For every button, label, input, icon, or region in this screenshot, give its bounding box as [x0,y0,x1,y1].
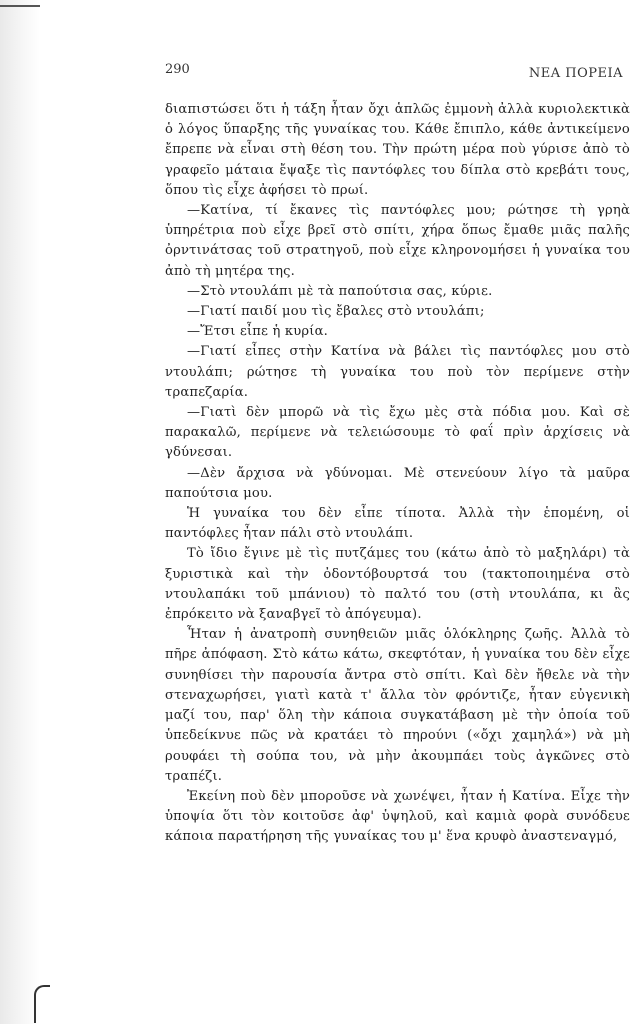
body-text [165,100,630,848]
paragraph: —Κατίνα, τί ἔκανες τὶς παντόφλες μου; ρώτησε τὴ γρηὰ ὑπηρέτρια ποὺ εἶχε βρεῖ στὸ σπίτι, χήρα ὅπως ἔμαθε μιᾶς παλῆς ὀρντινάτσας τοῦ στρατηγοῦ, ποὺ εἶχε κληρονομήσει ἡ γυναίκα του ἀπὸ τὴ μητέρα της. [165,203,630,279]
scan-edge-line [0,5,40,7]
paragraph: Ἦταν ἡ ἀνατροπὴ συνηθειῶν μιᾶς ὁλόκληρης ζωῆς. Ἀλλὰ τὸ πῆρε ἀπόφαση. Στὸ κάτω κάτω, σκεφτόταν, ἡ γυναίκα του δὲν εἶχε συνηθίσει τὴν παρουσία ἄντρα στὸ σπίτι. Καὶ δὲν ἤθελε νὰ τὴν στεναχωρήσει, γιατὶ κατὰ τ' ἄλλα τὸν φρόντιζε, ἦταν εὐγενικὴ μαζί του, παρ' ὅλη τὴν κάποια συγκατάβαση μὲ τὴν ὁποία τοῦ ὑπεδείκνυε πῶς νὰ κρατάει τὸ πηρούνι («ὄχι χαμηλά») νὰ μὴ ρουφάει τὴ σούπα του, νὰ μὴν ἀκουμπάει τοὺς ἀγκῶνες στὸ τραπέζι. [165,627,630,784]
paragraph: —Γιατί εἶπες στὴν Κατίνα νὰ βάλει τὶς παντόφλες μου στὸ ντουλάπι; ρώτησε τὴ γυναίκα του ποὺ τὸν περίμενε στὴν τραπεζαρία. [165,344,630,400]
paragraph: —Ἔτσι εἶπε ἡ κυρία. [187,324,329,340]
paragraph: διαπιστώσει ὅτι ἡ τάξη ἦταν ὄχι ἁπλῶς ἐμμονὴ ἀλλὰ κυριολεκτικὰ ὁ λόγος ὕπαρξης τῆς γυναίκας του. Κάθε ἔπιπλο, κάθε ἀντικείμενο ἔπρεπε νὰ εἶναι στὴ θέση του. Τὴν πρώτη μέρα ποὺ γύρισε ἀπὸ τὸ γραφεῖο μάταια ἔψαξε τὶς παντόφλες του δίπλα στὸ κρεβάτι τους, ὅπου τὶς εἶχε ἀφήσει τὸ πρωί. [165,102,630,198]
paragraph: Ἐκείνη ποὺ δὲν μποροῦσε νὰ χωνέψει, ἦταν ἡ Κατίνα. Εἶχε τὴν ὑποψία ὅτι τὸν κοιτοῦσε ἀφ' ὑψηλοῦ, καὶ καμιὰ φορὰ συνόδευε κάποια παρατήρηση τῆς γυναίκας του μ' ἕνα κρυφὸ ἀναστεναγμό, [165,788,630,845]
paragraph: Ἡ γυναίκα του δὲν εἶπε τίποτα. Ἀλλὰ τὴν ἑπομένη, οἱ παντόφλες ἦταν πάλι στὸ ντουλάπι. [165,506,630,542]
paragraph: —Γιατί παιδί μου τὶς ἔβαλες στὸ ντουλάπι; [187,304,485,320]
page-gutter-shadow [0,0,40,1024]
paragraph: Τὸ ἴδιο ἔγινε μὲ τὶς πυτζάμες του (κάτω ἀπὸ τὸ μαξηλάρι) τὰ ξυριστικὰ καὶ τὴν ὀδοντόβουρτσά του (τακτοποιημένα στὸ ντουλαπάκι τοῦ μπάνιου) τὸ παλτό του (στὴ ντουλάπα, κι ἂς ἐπρόκειτο νὰ ξαναβγεῖ τὸ ἀπόγευμα). [165,546,630,623]
running-head: ΝΕΑ ΠΟΡΕΙΑ [528,66,623,81]
page-number: 290 [165,62,190,77]
paragraph: —Γιατὶ δὲν μπορῶ νὰ τὶς ἔχω μὲς στὰ πόδια μου. Καὶ σὲ παρακαλῶ, περίμενε νὰ τελειώσουμε τὸ φαΐ πρὶν ἀρχίσεις νὰ γδύνεσαι. [165,405,630,461]
paragraph: —Δὲν ἄρχισα νὰ γδύνομαι. Μὲ στενεύουν λίγο τὰ μαῦρα παπούτσια μου. [165,465,630,501]
paragraph: —Στὸ ντουλάπι μὲ τὰ παπούτσια σας, κύριε. [187,283,493,299]
scan-corner-mark [34,985,50,1023]
